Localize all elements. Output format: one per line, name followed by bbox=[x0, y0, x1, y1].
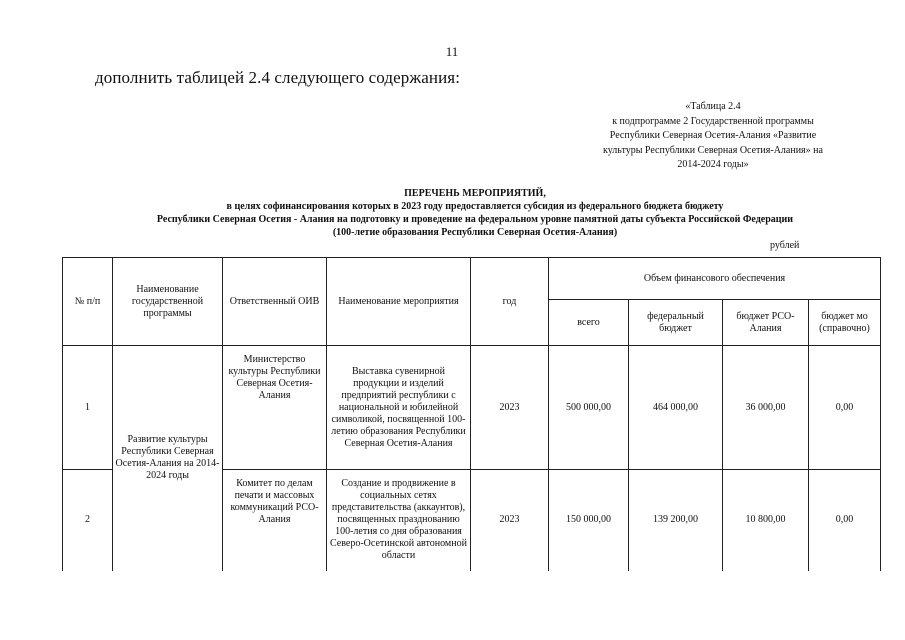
row-event: Выставка сувенирной продукции и изделий предприятий республики с национальной и юбилейной символикой, посвященной 100-летию образования Республики Северная Осетия-Алания bbox=[327, 346, 471, 470]
table-caption-line: к подпрограмме 2 Государственной программы bbox=[612, 115, 814, 127]
document-title: ПЕРЕЧЕНЬ МЕРОПРИЯТИЙ, bbox=[404, 188, 546, 199]
header-oiv: Ответственный ОИВ bbox=[223, 258, 327, 346]
units-label: рублей bbox=[770, 240, 800, 251]
document-subtitle-line: Республики Северная Осетия - Алания на подготовку и проведение на федеральном уровне памятной даты субъекта Российской Федерации bbox=[156, 214, 794, 225]
events-table bbox=[62, 257, 881, 571]
header-mo: бюджет мо (справочно) bbox=[809, 300, 881, 346]
row-oiv: Комитет по делам печати и массовых коммуникаций РСО-Алания bbox=[223, 470, 327, 571]
header-rso: бюджет РСО-Алания bbox=[723, 300, 809, 346]
program-name: Развитие культуры Республики Северная Осетия-Алания на 2014-2024 годы bbox=[113, 346, 223, 571]
row-year: 2023 bbox=[471, 470, 549, 571]
row-event: Создание и продвижение в социальных сетях представительства (аккаунтов), посвященных празднованию 100-летия со дня образования Северо-Осетинской автономной области bbox=[327, 470, 471, 571]
table-caption-line: «Таблица 2.4 bbox=[685, 101, 741, 112]
table-caption-line: 2014-2024 годы» bbox=[677, 159, 749, 170]
table-caption-line: культуры Республики Северная Осетия-Алания» на bbox=[603, 144, 823, 156]
header-num: № п/п bbox=[63, 258, 113, 346]
document-subtitle-line: в целях софинансирования которых в 2023 году предоставляется субсидия из федерального бюджета бюджету bbox=[226, 201, 724, 212]
row-rso: 10 800,00 bbox=[723, 470, 809, 571]
header-financing: Объем финансового обеспечения bbox=[549, 258, 881, 300]
table-caption-line: Республики Северная Осетия-Алания «Развитие bbox=[609, 130, 817, 141]
header-program: Наименование государственной программы bbox=[113, 258, 223, 346]
row-num: 1 bbox=[63, 346, 113, 470]
row-federal: 139 200,00 bbox=[629, 470, 723, 571]
header-year: год bbox=[471, 258, 549, 346]
row-total: 150 000,00 bbox=[549, 470, 629, 571]
page-number: 11 bbox=[445, 44, 459, 59]
intro-text: дополнить таблицей 2.4 следующего содержания: bbox=[95, 68, 461, 87]
header-total: всего bbox=[549, 300, 629, 346]
row-mo: 0,00 bbox=[809, 470, 881, 571]
header-event: Наименование мероприятия bbox=[327, 258, 471, 346]
row-total: 500 000,00 bbox=[549, 346, 629, 470]
header-federal: федеральный бюджет bbox=[629, 300, 723, 346]
row-year: 2023 bbox=[471, 346, 549, 470]
document-subtitle-line: (100-летие образования Республики Северная Осетия-Алания) bbox=[332, 227, 618, 238]
row-oiv: Министерство культуры Республики Северная Осетия-Алания bbox=[223, 346, 327, 470]
row-mo: 0,00 bbox=[809, 346, 881, 470]
row-num: 2 bbox=[63, 470, 113, 571]
row-federal: 464 000,00 bbox=[629, 346, 723, 470]
row-rso: 36 000,00 bbox=[723, 346, 809, 470]
table-row bbox=[63, 346, 881, 470]
